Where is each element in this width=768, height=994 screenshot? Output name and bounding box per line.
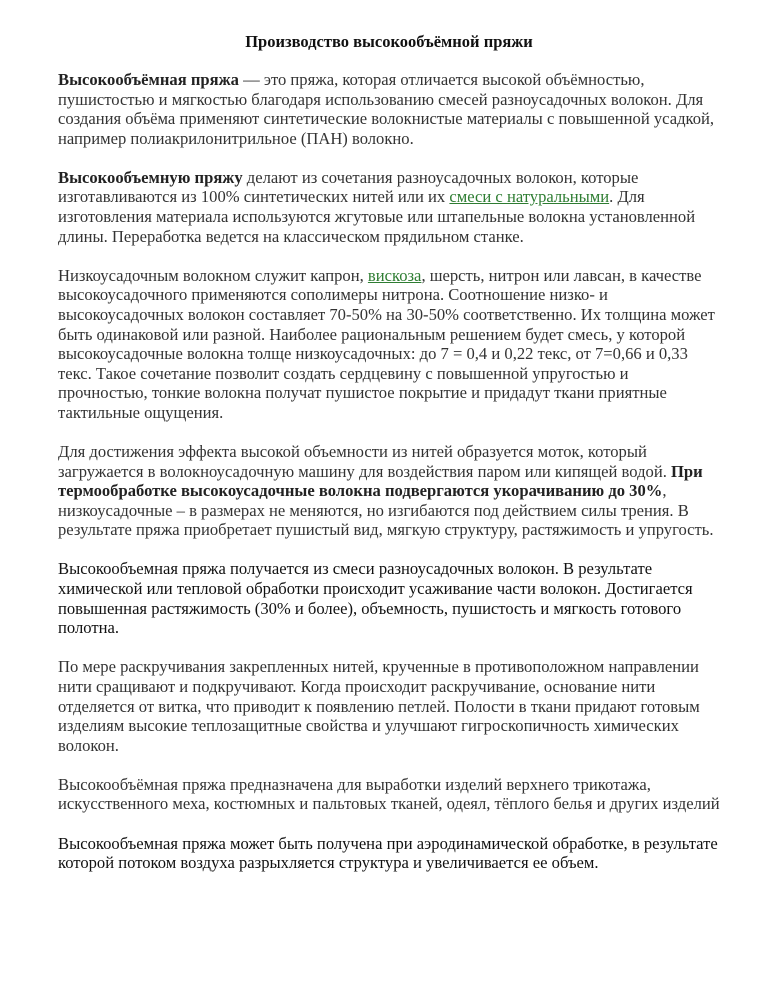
term-bold: Высокообъёмная пряжа: [58, 70, 239, 89]
paragraph-text: делают из сочетания разноусадочных волокон, которые изготавливаются из 100% синтетических нитей или их: [58, 167, 639, 207]
highlight-bold: При термообработке высокоусадочные волокна подвергаются укорачиванию до 30%: [58, 461, 703, 501]
paragraph-aerodynamic: Высокообъемная пряжа может быть получена при аэродинамической обработке, в результате которой потоком воздуха разрыхляется структура и увеличивается ее объем.: [58, 833, 718, 873]
link-viscose[interactable]: вискоза: [367, 265, 422, 285]
paragraph-text: Для достижения эффекта высокой объемности из нитей образуется моток, который загружается в волокноусадочную машину для воздействия паром или кипящей водой.: [58, 442, 672, 481]
page-title: Производство высокообъёмной пряжи: [245, 32, 533, 51]
paragraph-fibers: [58, 266, 720, 423]
paragraph-definition: [58, 70, 720, 148]
paragraph-untwisting: По мере раскручивания закрепленных нитей, крученные в противоположном направлении нити сращивают и подкручивают. Когда происходит раскручивание, основание нити отделяется от витка, что приводит к появлению петлей. Полости в ткани придают готовым изделиям высокие теплозащитные свойства и улучшают гигроскопичность химических волокон.: [58, 657, 700, 755]
paragraph-text: , низкоусадочные – в размерах не меняются, но изгибаются под действием силы трения. В результате пряжа приобретает пушистый вид, мягкую структуру, растяжимость и упругость.: [58, 481, 714, 540]
paragraph-text: . Для изготовления материала используются жгутовые или штапельные волокна установленной длины. Переработка ведется на классическом прядильном станке.: [58, 187, 696, 246]
paragraph-usage: Высокообъёмная пряжа предназначена для выработки изделий верхнего трикотажа, искусственного меха, костюмных и пальтовых тканей, одеял, тёплого белья и других изделий: [58, 774, 720, 814]
term-bold: Высокообъемную пряжу: [58, 167, 243, 187]
link-natural-blends[interactable]: смеси с натуральными: [449, 187, 610, 207]
paragraph-heat-treatment: [58, 442, 720, 540]
paragraph-text: , шерсть, нитрон или лавсан, в качестве высокоусадочного применяются сополимеры нитрона. Соотношение низко- и высокоусадочных волокон составляет 70-50% на 30-50% соответственно. Их толщина может быть одинаковой или разной. Наиболее рациональным решением будет смесь, у которой высокоусадочные волокна толще низкоусадочных: до 7 = 0,4 и 0,22 текс, от 7=0,66 и 0,33 текс. Такое сочетание позволит создать сердцевину с повышенной упругостью и прочностью, тонкие волокна получат пушистое покрытие и придадут ткани приятные тактильные ощущения.: [58, 265, 715, 422]
paragraph-composition: [58, 168, 720, 246]
paragraph-text: — это пряжа, которая отличается высокой объёмностью, пушистостью и мягкостью благодаря использованию смесей разноусадочных волокон. Для создания объёма применяют синтетические волокнистые материалы с повышенной усадкой, например полиакрилонитрильное (ПАН) волокно.: [58, 70, 715, 148]
paragraph-text: Низкоусадочным волокном служит капрон,: [58, 265, 368, 285]
paragraph-result: Высокообъемная пряжа получается из смеси разноусадочных волокон. В результате химической или тепловой обработки происходит усаживание части волокон. Достигается повышенная растяжимость (30% и более), объемность, пушистость и мягкость готового полотна.: [58, 559, 693, 638]
